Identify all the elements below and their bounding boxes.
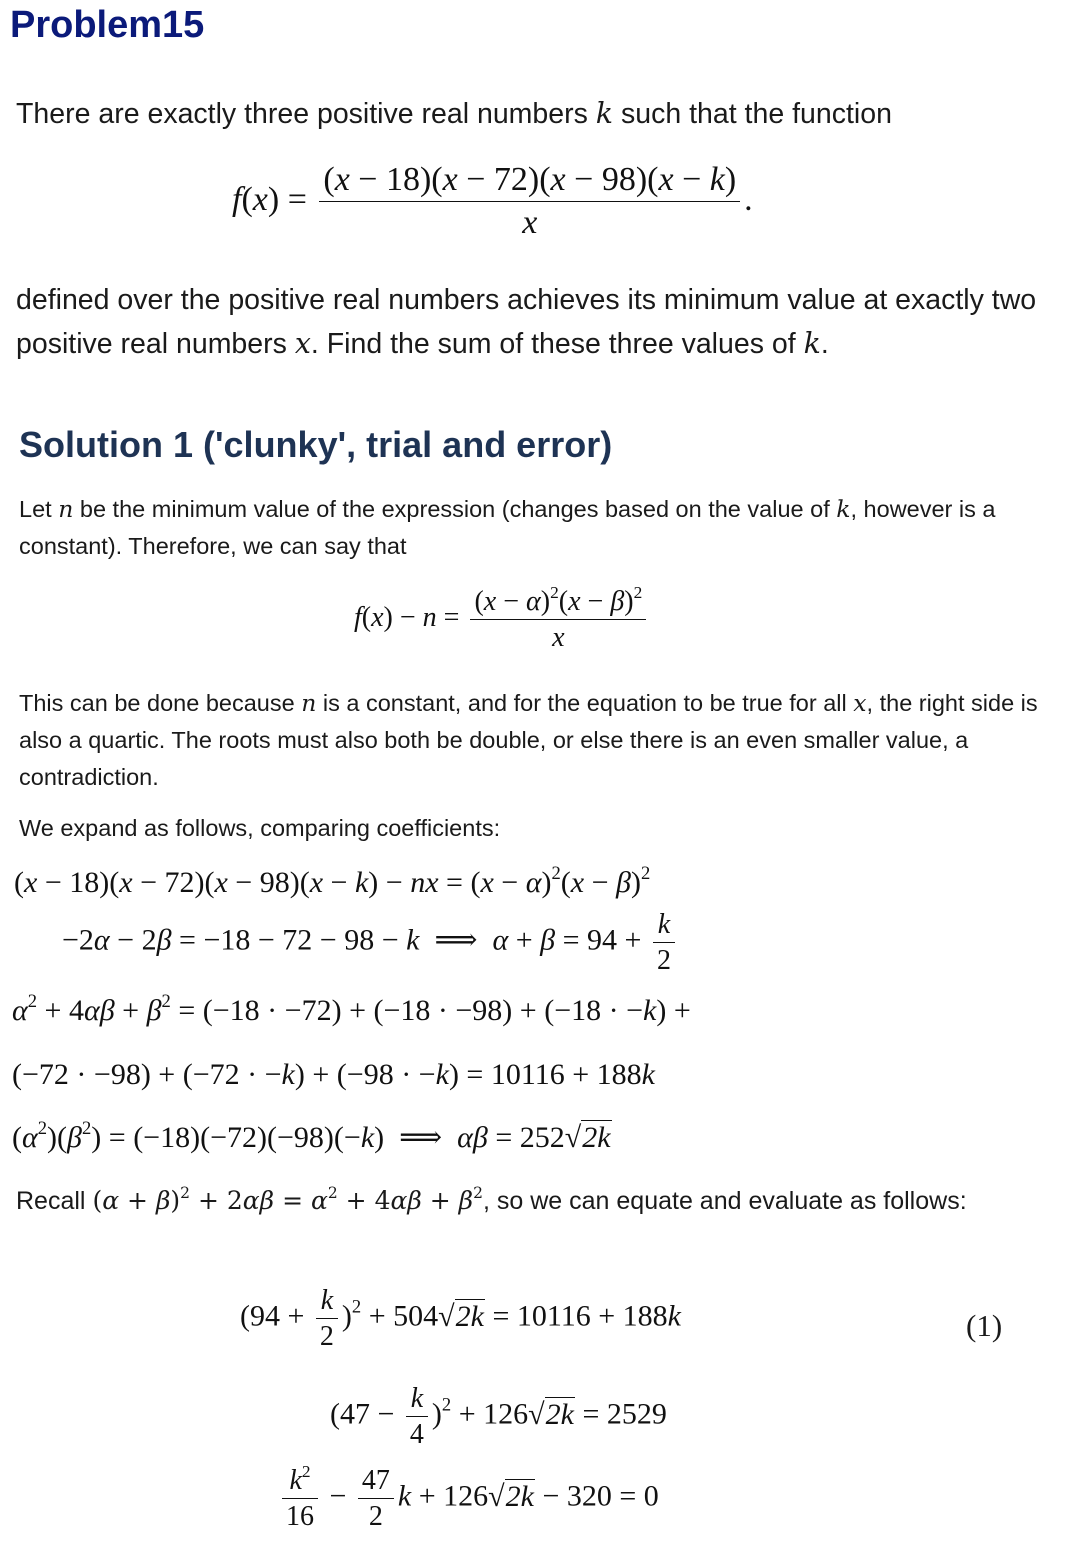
equation-2: (47 − $\frac{k}{4}$ )$^2$ + 126√2k = 2529	[330, 1383, 667, 1450]
solution-paragraph-1: Let n be the minimum value of the expression (changes based on the value of k, however is a constant). Therefore, we can say that	[19, 495, 996, 559]
quadratic-coefficient-continued: (−72 · −98) + (−72 · −k) + (−98 · −k) = 10116 + 188k	[12, 1058, 655, 1091]
solution-paragraph-2: This can be done because n is a constant, and for the equation to be true for all x, the right side is also a quartic. The roots must also both be double, or else there is an even smaller value, a contradiction.	[19, 689, 1038, 790]
quadratic-coefficient-equation: $\alpha^2 + 4\alpha\beta + \beta^2 = (-18 \cdot -72) + (-18 \cdot -98) + (-18 \cdot -k)$ +	[12, 990, 691, 1027]
solution-heading: Solution 1 ('clunky', trial and error)	[19, 424, 613, 465]
difference-equation: f(x) − n = $\frac{(x - \alpha)^2(x - \beta)^2}{x}$	[354, 585, 650, 655]
constant-coefficient-equation: $(\alpha^2)(\beta^2) = (-18)(-72)(-98)(-k)$ ⟹ αβ = 252√2k	[12, 1117, 611, 1154]
linear-coefficient-equation: −2α − 2β = −18 − 72 − 98 − k ⟹ α + β = 94 + $\frac{k}{2}$	[62, 908, 679, 978]
expansion-equation: (x − 18)(x − 72)(x − 98)(x − k) − nx = $(x - \alpha)^2(x - \beta)^2$	[14, 862, 651, 899]
equation-1: (94 + $\frac{k}{2}$ )$^2$ + 504√2k = 10116 + 188k	[240, 1285, 681, 1352]
solution-paragraph-3: We expand as follows, comparing coefficients:	[19, 815, 501, 841]
function-definition: f(x) = $\frac{(x - 18)(x - 72)(x - 98)(x - k)}{x}$ .	[232, 161, 753, 241]
equation-3: $\frac{k^2}{16}$ − $\frac{47}{2}$ k + 126√2k − 320 = 0	[282, 1464, 659, 1534]
problem-title: Problem15	[10, 4, 205, 46]
recall-paragraph: Recall $(\alpha + \beta)^2 + 2\alpha\beta = \alpha^2 + 4\alpha\beta + \beta^2$, so we can equate and evaluate as follows:	[16, 1184, 967, 1215]
equation-number: (1)	[966, 1308, 1003, 1343]
problem-intro: There are exactly three positive real numbers k such that the function	[16, 97, 892, 130]
problem-question: defined over the positive real numbers achieves its minimum value at exactly two positive real numbers x. Find the sum of these three values of k.	[16, 284, 1037, 360]
